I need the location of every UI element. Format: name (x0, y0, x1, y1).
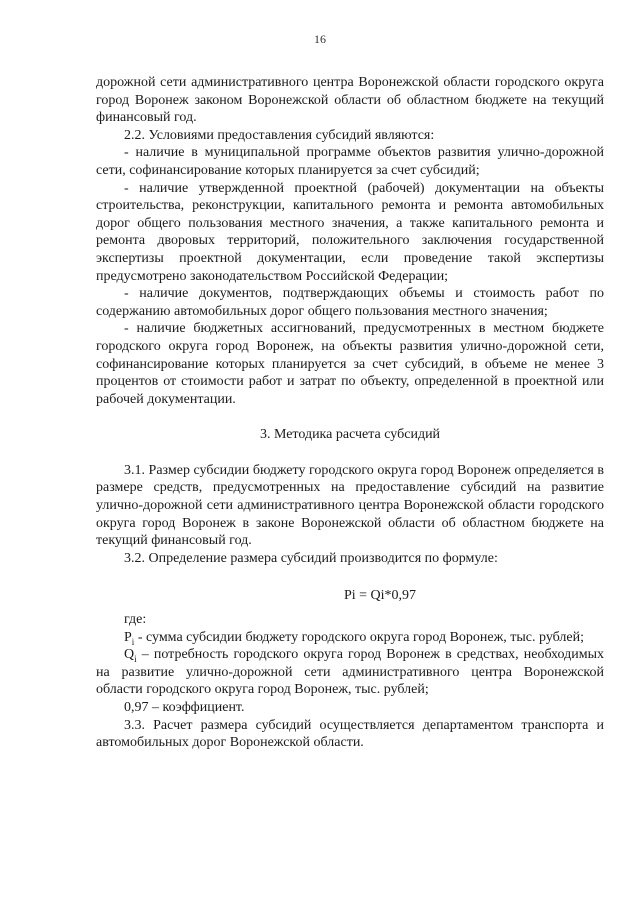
where-label: где: (124, 612, 147, 628)
paragraph: дорожной сети административного центра Воронежской области городского округа город Воронеж законом Воронежской области об областном бюджете на текущий финансовый год. (96, 75, 604, 126)
qi-subscript: i (134, 654, 137, 665)
document-body (96, 74, 604, 752)
paragraph: 3.2. Определение размера субсидий производится по формуле: (124, 550, 498, 566)
paragraph: 3.1. Размер субсидии бюджету городского округа город Воронеж определяется в размере средств, предусмотренных на предоставление субсидий на развитие улично-дорожной сети административного центра Воронежской области городского округа город Воронеж в законе Воронежской области об областном бюджете на текущий финансовый год. (96, 462, 604, 549)
coefficient-definition: 0,97 – коэффициент. (124, 700, 245, 715)
paragraph: 3.3. Расчет размера субсидий осуществляется департаментом транспорта и автомобильных дорог Воронежской области. (96, 717, 604, 751)
page-number: 16 (314, 32, 326, 46)
definition-qi (96, 646, 604, 699)
section-heading: 3. Методика расчета субсидий (259, 427, 441, 443)
formula: Pi = Qi*0,97 (343, 588, 417, 604)
qi-symbol: Q (124, 647, 135, 663)
list-item: - наличие документов, подтверждающих объемы и стоимость работ по содержанию автомобильных дорог общего пользования местного значения; (96, 286, 604, 319)
list-item: - наличие в муниципальной программе объектов развития улично-дорожной сети, софинансирование которых планируется за счет субсидий; (96, 145, 604, 178)
pi-definition-text: - сумма субсидии бюджету городского округа город Воронеж, тыс. рублей; (134, 629, 585, 645)
definition-pi (96, 629, 604, 647)
qi-definition-text: – потребность городского округа город Воронеж в средствах, необходимых на развитие улично-дорожной сети административного центра Воронежской области городского округа город Воронеж, тыс. рублей; (96, 647, 604, 698)
list-item: - наличие бюджетных ассигнований, предусмотренных в местном бюджете городского округа город Воронеж, на объекты развития улично-дорожной сети, софинансирование которых планируется за счет субсидий, в объеме не менее 3 процентов от стоимости работ и затрат по объекту, определенной в проектной или рабочей документации. (96, 321, 604, 407)
paragraph: 2.2. Условиями предоставления субсидий являются: (124, 127, 435, 143)
pi-symbol: P (124, 629, 132, 645)
pi-subscript: i (131, 636, 135, 647)
list-item: - наличие утвержденной проектной (рабочей) документации на объекты строительства, реконструкции, капитального ремонта и ремонта автомобильных дорог общего пользования местного значения, а также капитального ремонта и ремонта дворовых территорий, положительного заключения государственной экспертизы проектной документации, если проведение такой экспертизы предусмотрено законодательством Российской Федерации; (96, 180, 604, 284)
